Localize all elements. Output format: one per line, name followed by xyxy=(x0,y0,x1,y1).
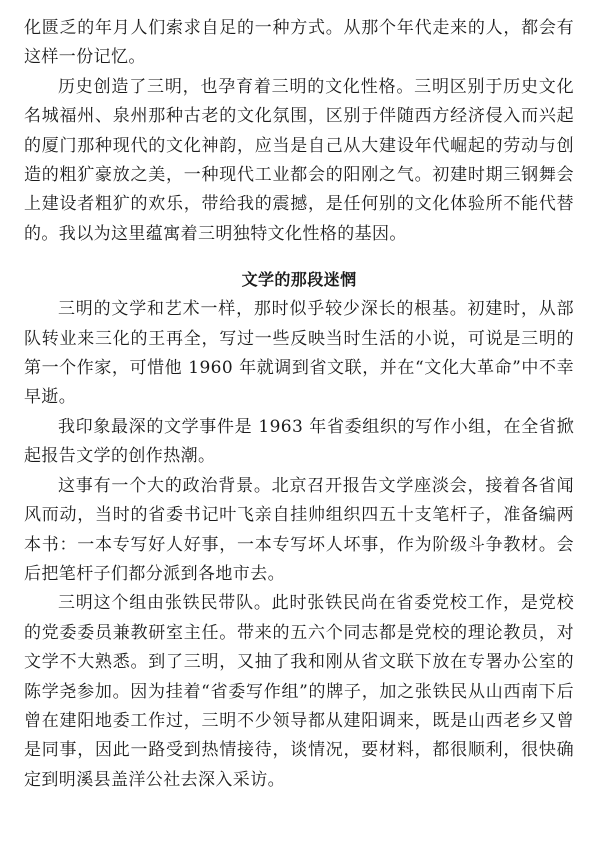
paragraph-continuation: 化匮乏的年月人们索求自足的一种方式。从那个年代走来的人，都会有这样一份记忆。 xyxy=(24,18,574,68)
paragraph-literature-roots: 三明的文学和艺术一样，那时似乎较少深长的根基。初建时，从部队转业来三化的王再全，写过一些反映当时生活的小说，可说是三明的第一个作家，可惜他 1960 年就调到省文联，并在“文化大革命”中不幸早逝。 xyxy=(24,299,574,408)
paragraph-sanming-group: 三明这个组由张铁民带队。此时张铁民尚在省委党校工作，是党校的党委委员兼教研室主任。带来的五六个同志都是党校的理论教员，对文学不大熟悉。到了三明，又抽了我和刚从省文联下放在专署办公室的陈学尧参加。因为挂着“省委写作组”的牌子，加之张铁民从山西南下后曾在建阳地委工作过，三明不少领导都从建阳调来，既是山西老乡又曾是同事，因此一路受到热情接待，谈情况，要材料，都很顺利，很快确定到明溪县盖洋公社去深入采访。 xyxy=(24,593,574,790)
section-heading: 文学的那段迷惘 xyxy=(241,270,357,290)
paragraph-history: 历史创造了三明，也孕育着三明的文化性格。三明区别于历史文化名城福州、泉州那种古老的文化氛围，区别于伴随西方经济侵入而兴起的厦门那种现代的文化神韵，应当是自己从大建设年代崛起的劳动与创造的粗犷豪放之美，一种现代工业都会的阳刚之气。初建时期三钢舞会上建设者粗犷的欢乐，带给我的震撼，是任何别的文化体验所不能代替的。我以为这里蕴寓着三明独特文化性格的基因。 xyxy=(24,76,574,244)
paragraph-writing-group: 我印象最深的文学事件是 1963 年省委组织的写作小组，在全省掀起报告文学的创作热潮。 xyxy=(24,416,574,467)
paragraph-political-background: 这事有一个大的政治背景。北京召开报告文学座淡会，接着各省闻风而动，当时的省委书记叶飞亲自挂帅组织四五十支笔杆子，准备编两本书：一本专写好人好事，一本专写坏人坏事，作为阶级斗争教材。会后把笔杆子们都分派到各地市去。 xyxy=(24,475,574,584)
